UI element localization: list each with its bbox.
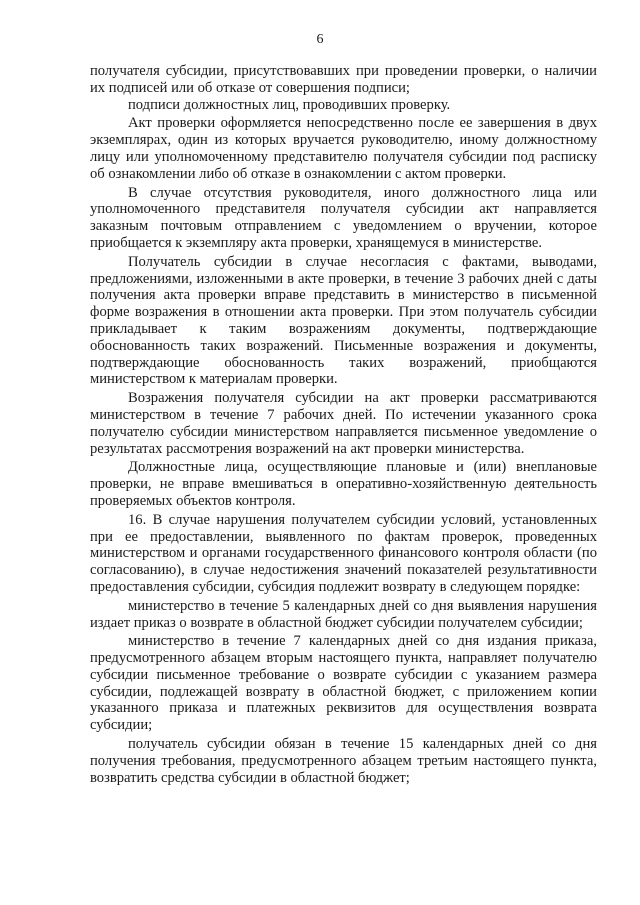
page-number: 6 [316,32,324,47]
paragraph-return-requirement: министерство в течение 7 календарных дней со дня издания приказа, предусмотренного абзацем вторым настоящего пункта, направляет получателю субсидии письменное требование о возврате субсидии с указанием размера субсидии, подлежащей возврату в областной бюджет, с приложением копии указанного приказа и платежных реквизитов для осуществления возврата субсидии; [90,633,597,734]
paragraph-objections-review: Возражения получателя субсидии на акт проверки рассматриваются министерством в течение 7 рабочих дней. По истечении указанного срока получателю субсидии министерством направляется письменное уведомление о результатах рассмотрения возражений на акт проверки министерства. [90,390,597,457]
paragraph-officials-restrictions: Должностные лица, осуществляющие плановые и (или) внеплановые проверки, не вправе вмешиваться в оперативно-хозяйственную деятельность проверяемых объектов контроля. [90,459,597,509]
document-body [90,63,597,786]
paragraph-objections: Получатель субсидии в случае несогласия с фактами, выводами, предложениями, изложенными в акте проверки, в течение 3 рабочих дней с даты получения акта проверки вправе представить в министерство в письменной форме возражения в отношении акта проверки. При этом получатель субсидии прикладывает к таким возражениям документы, подтверждающие обоснованность таких возражений. Письменные возражения и документы, подтверждающие обоснованность таких возражений, приобщаются министерством к материалам проверки. [90,253,597,388]
paragraph-signatures-continued: получателя субсидии, присутствовавших при проведении проверки, о наличии их подписей или об отказе от совершения подписи; [90,63,597,96]
paragraph-act-preparation: Акт проверки оформляется непосредственно после ее завершения в двух экземплярах, один из которых вручается руководителю, иному должностному лицу или уполномоченному представителю получателя субсидии под расписку об ознакомлении либо об отказе в ознакомлении с актом проверки. [90,115,597,182]
paragraph-return-order: министерство в течение 5 календарных дней со дня выявления нарушения издает приказ о возврате в областной бюджет субсидии получателем субсидии; [90,597,597,631]
paragraph-return-deadline: получатель субсидии обязан в течение 15 календарных дней со дня получения требования, предусмотренного абзацем третьим настоящего пункта, возвратить средства субсидии в областной бюджет; [90,736,597,786]
paragraph-item-16: 16. В случае нарушения получателем субсидии условий, установленных при ее предоставлении, выявленного по фактам проверок, проведенных министерством и органами государственного финансового контроля области (по согласованию), в случае недостижения значений показателей результативности предоставления субсидии, субсидия подлежит возврату в следующем порядке: [90,511,597,595]
paragraph-officials-signatures: подписи должностных лиц, проводивших проверку. [128,96,451,113]
paragraph-act-mailing: В случае отсутствия руководителя, иного должностного лица или уполномоченного представителя получателя субсидии акт направляется заказным почтовым отправлением с уведомлением о вручении, которое приобщается к экземпляру акта проверки, хранящемуся в министерстве. [90,184,597,251]
